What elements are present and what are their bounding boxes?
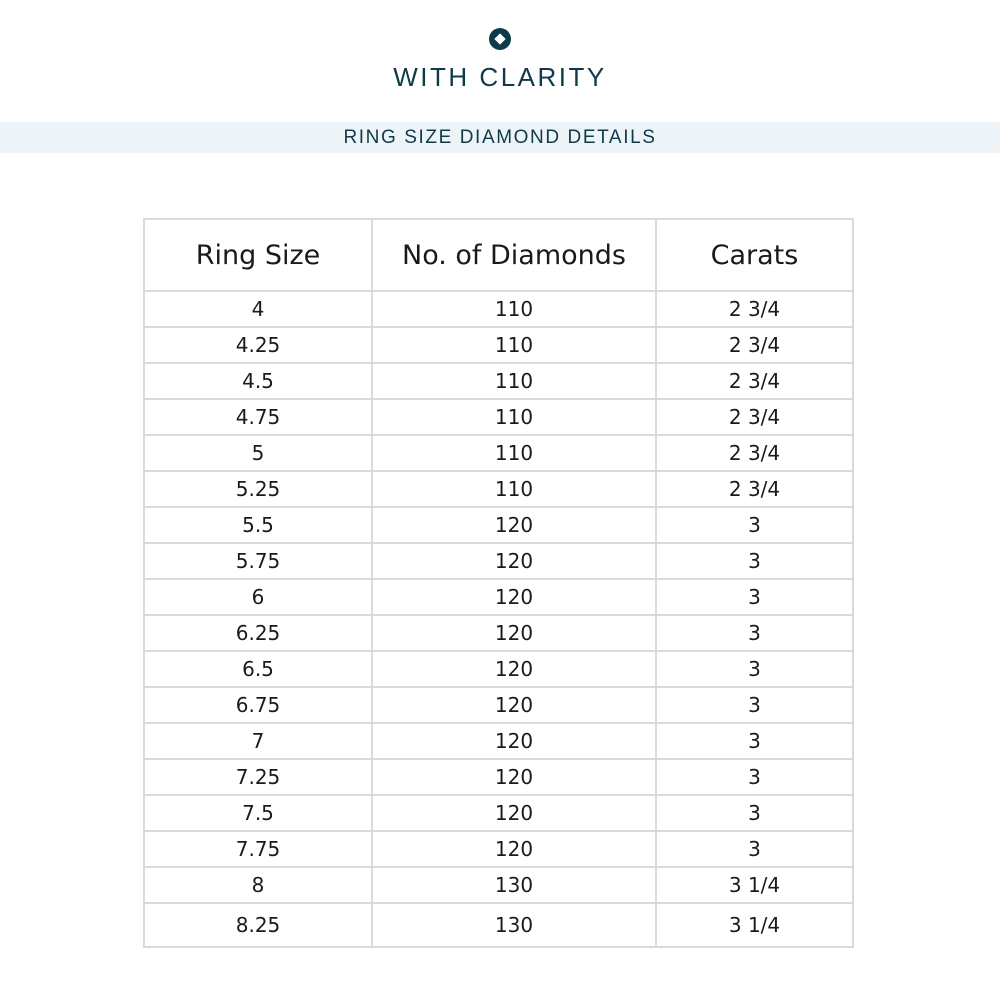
table-row bbox=[144, 687, 853, 723]
table-row bbox=[144, 903, 853, 947]
diamond-icon bbox=[494, 33, 505, 44]
cell-carats: 3 1/4 bbox=[656, 867, 853, 903]
cell-ring-size: 4.25 bbox=[144, 327, 372, 363]
cell-ring-size: 7.75 bbox=[144, 831, 372, 867]
cell-ring-size: 6 bbox=[144, 579, 372, 615]
cell-diamonds: 120 bbox=[372, 651, 656, 687]
title-banner bbox=[0, 122, 1000, 153]
ring-size-table-container bbox=[143, 218, 852, 948]
cell-carats: 2 3/4 bbox=[656, 327, 853, 363]
cell-carats: 3 bbox=[656, 831, 853, 867]
cell-diamonds: 110 bbox=[372, 435, 656, 471]
cell-carats: 3 bbox=[656, 651, 853, 687]
header-ring-size: Ring Size bbox=[144, 219, 372, 291]
cell-carats: 2 3/4 bbox=[656, 471, 853, 507]
cell-carats: 3 bbox=[656, 543, 853, 579]
cell-carats: 3 bbox=[656, 579, 853, 615]
cell-ring-size: 7 bbox=[144, 723, 372, 759]
cell-ring-size: 5.5 bbox=[144, 507, 372, 543]
cell-diamonds: 110 bbox=[372, 363, 656, 399]
table-row bbox=[144, 867, 853, 903]
header-no-of-diamonds: No. of Diamonds bbox=[372, 219, 656, 291]
table-row bbox=[144, 507, 853, 543]
cell-diamonds: 110 bbox=[372, 327, 656, 363]
cell-ring-size: 6.75 bbox=[144, 687, 372, 723]
table-row bbox=[144, 435, 853, 471]
ring-size-table bbox=[143, 218, 854, 948]
cell-carats: 3 bbox=[656, 759, 853, 795]
table-row bbox=[144, 543, 853, 579]
cell-carats: 3 1/4 bbox=[656, 903, 853, 947]
cell-diamonds: 130 bbox=[372, 867, 656, 903]
brand-name: WITH CLARITY bbox=[393, 62, 607, 92]
cell-carats: 3 bbox=[656, 615, 853, 651]
table-row bbox=[144, 723, 853, 759]
cell-carats: 3 bbox=[656, 507, 853, 543]
cell-diamonds: 120 bbox=[372, 723, 656, 759]
table-row bbox=[144, 759, 853, 795]
cell-diamonds: 110 bbox=[372, 291, 656, 327]
cell-diamonds: 120 bbox=[372, 543, 656, 579]
cell-diamonds: 110 bbox=[372, 399, 656, 435]
table-row bbox=[144, 399, 853, 435]
cell-diamonds: 120 bbox=[372, 615, 656, 651]
cell-ring-size: 4.75 bbox=[144, 399, 372, 435]
cell-ring-size: 6.5 bbox=[144, 651, 372, 687]
cell-carats: 2 3/4 bbox=[656, 291, 853, 327]
logo-icon bbox=[489, 28, 511, 50]
cell-diamonds: 120 bbox=[372, 687, 656, 723]
table-row bbox=[144, 291, 853, 327]
cell-ring-size: 4 bbox=[144, 291, 372, 327]
table-header-row bbox=[144, 219, 853, 291]
cell-ring-size: 8.25 bbox=[144, 903, 372, 947]
cell-carats: 3 bbox=[656, 723, 853, 759]
cell-ring-size: 5.75 bbox=[144, 543, 372, 579]
cell-ring-size: 4.5 bbox=[144, 363, 372, 399]
cell-diamonds: 120 bbox=[372, 831, 656, 867]
cell-carats: 3 bbox=[656, 795, 853, 831]
cell-diamonds: 110 bbox=[372, 471, 656, 507]
cell-carats: 2 3/4 bbox=[656, 399, 853, 435]
cell-diamonds: 130 bbox=[372, 903, 656, 947]
cell-diamonds: 120 bbox=[372, 759, 656, 795]
cell-carats: 2 3/4 bbox=[656, 363, 853, 399]
table-row bbox=[144, 795, 853, 831]
cell-ring-size: 7.5 bbox=[144, 795, 372, 831]
cell-carats: 2 3/4 bbox=[656, 435, 853, 471]
table-row bbox=[144, 327, 853, 363]
header-carats: Carats bbox=[656, 219, 853, 291]
table-row bbox=[144, 471, 853, 507]
cell-diamonds: 120 bbox=[372, 507, 656, 543]
table-row bbox=[144, 831, 853, 867]
page-title: RING SIZE DIAMOND DETAILS bbox=[343, 127, 657, 148]
table-row bbox=[144, 651, 853, 687]
cell-ring-size: 7.25 bbox=[144, 759, 372, 795]
cell-diamonds: 120 bbox=[372, 579, 656, 615]
table-row bbox=[144, 579, 853, 615]
table-row bbox=[144, 363, 853, 399]
cell-ring-size: 5.25 bbox=[144, 471, 372, 507]
table-row bbox=[144, 615, 853, 651]
cell-ring-size: 8 bbox=[144, 867, 372, 903]
cell-diamonds: 120 bbox=[372, 795, 656, 831]
cell-ring-size: 5 bbox=[144, 435, 372, 471]
cell-carats: 3 bbox=[656, 687, 853, 723]
cell-ring-size: 6.25 bbox=[144, 615, 372, 651]
